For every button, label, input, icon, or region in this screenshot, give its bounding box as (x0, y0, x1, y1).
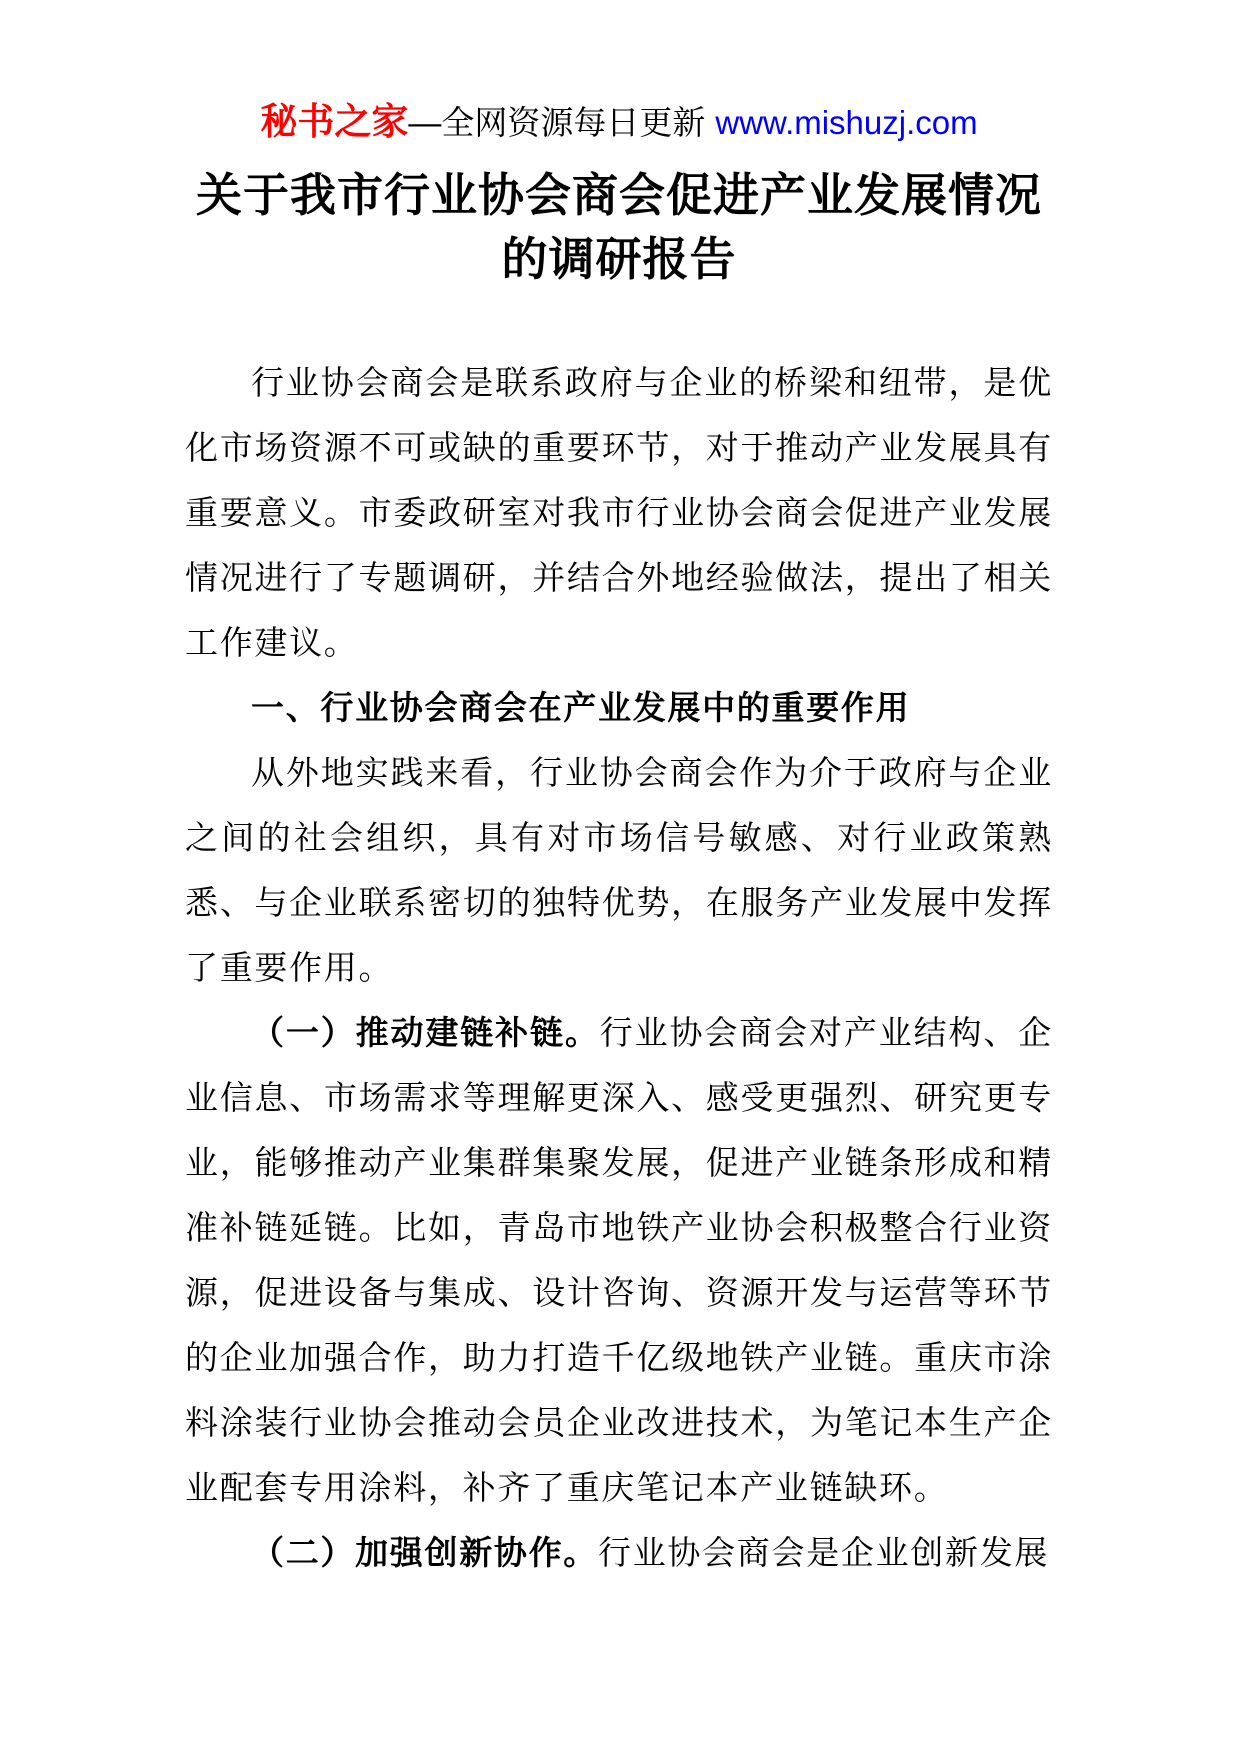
paragraph-point-1 (185, 1000, 1053, 1520)
site-brand: 秘书之家 (260, 101, 409, 142)
paragraph-text: 行业协会商会对产业结构、企业信息、市场需求等理解更深入、感受更强烈、研究更专业，能够推动产业集群集聚发展，促进产业链条形成和精准补链延链。比如，青岛市地铁产业协会积极整合行业资源，促进设备与集成、设计咨询、资源开发与运营等环节的企业加强合作，助力打造千亿级地铁产业链。重庆市涂料涂装行业协会推动会员企业改进技术，为笔记本生产企业配套专用涂料，补齐了重庆笔记本产业链缺环。 (185, 1014, 1054, 1506)
section-heading-1 (185, 675, 1053, 740)
paragraph-intro (185, 350, 1053, 675)
site-header (185, 102, 1053, 143)
document-title-line1: 关于我市行业协会商会促进产业发展情况 (196, 169, 1042, 221)
paragraph-lead: （一）推动建链补链。 (251, 1014, 600, 1051)
document-title (185, 163, 1053, 291)
paragraph-overview (185, 740, 1053, 1000)
paragraph-point-2 (185, 1520, 1053, 1585)
site-url-link[interactable]: www.mishuzj.com (715, 104, 978, 141)
document-body (185, 350, 1053, 1585)
paragraph-text: 从外地实践来看，行业协会商会作为介于政府与企业之间的社会组织，具有对市场信号敏感、对行业政策熟悉、与企业联系密切的独特优势，在服务产业发展中发挥了重要作用。 (185, 754, 1053, 986)
paragraph-lead: （二）加强创新协作。 (251, 1534, 598, 1571)
paragraph-text: 行业协会商会是企业创新发展 (598, 1534, 1050, 1571)
heading-text: 一、行业协会商会在产业发展中的重要作用 (251, 689, 911, 726)
document-title-line2: 的调研报告 (501, 233, 737, 285)
site-tagline: —全网资源每日更新 (408, 104, 706, 141)
paragraph-text: 行业协会商会是联系政府与企业的桥梁和纽带，是优化市场资源不可或缺的重要环节，对于推动产业发展具有重要意义。市委政研室对我市行业协会商会促进产业发展情况进行了专题调研，并结合外地经验做法，提出了相关工作建议。 (185, 364, 1053, 661)
